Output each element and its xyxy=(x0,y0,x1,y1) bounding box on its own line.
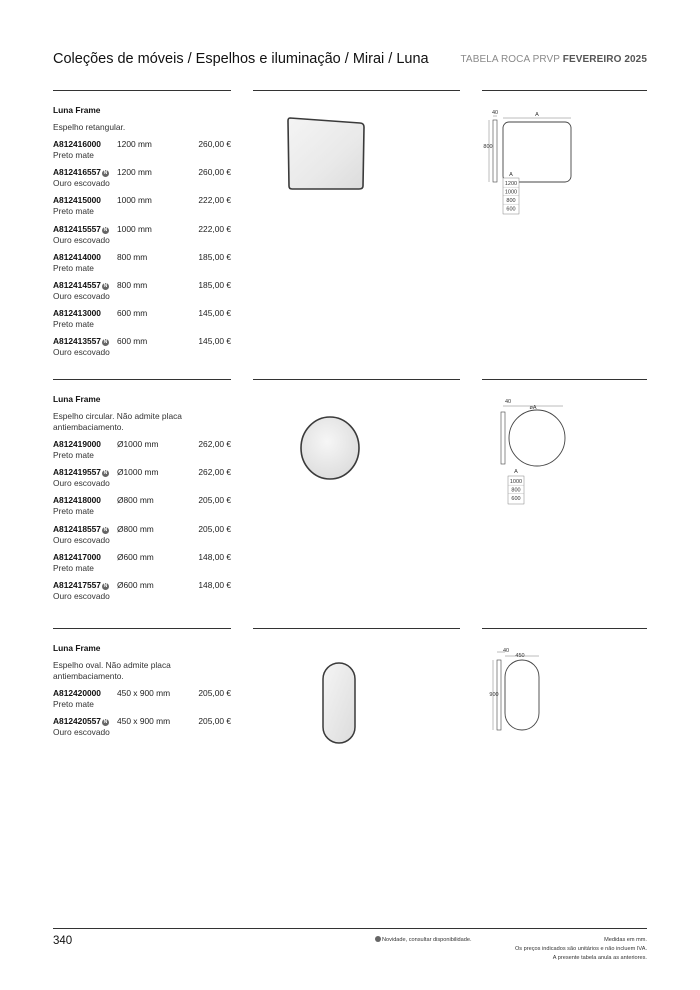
dimension-value: 1200 xyxy=(504,181,518,187)
product-size: 1200 mm xyxy=(117,167,152,178)
product-price: 262,00 € xyxy=(198,467,231,478)
product-row xyxy=(53,552,231,580)
product-finish: Preto mate xyxy=(53,562,94,573)
product-size: Ø1000 mm xyxy=(117,439,159,449)
product-finish: Ouro escovado xyxy=(53,290,110,301)
dimension-value: 600 xyxy=(506,206,516,213)
depth-label: 40 xyxy=(502,648,510,654)
new-availability-note xyxy=(375,936,472,943)
section-rectangular xyxy=(53,105,231,365)
product-finish: Preto mate xyxy=(53,699,94,709)
section-2-rule-mid xyxy=(253,379,460,380)
product-size: Ø800 mm xyxy=(117,495,154,506)
new-badge-icon: N xyxy=(103,339,108,346)
section-2-rule-left xyxy=(53,379,231,380)
product-row xyxy=(53,167,231,195)
height-label: 800 xyxy=(483,144,493,150)
product-row xyxy=(53,716,231,744)
product-code-text: A812413000 xyxy=(53,308,101,319)
product-code xyxy=(53,252,101,262)
footer-note-prices: Os preços indicados são unitários e não incluem IVA. xyxy=(514,946,647,952)
oval-technical-drawing xyxy=(485,646,555,736)
product-finish: Preto mate xyxy=(53,506,94,517)
section-description: Espelho circular. Não admite placa antiembaciamento. xyxy=(53,411,182,432)
dimension-value: 800 xyxy=(511,487,521,494)
footer-notes xyxy=(515,936,647,963)
product-size: Ø600 mm xyxy=(117,579,154,590)
product-finish: Ouro escovado xyxy=(53,347,110,358)
dimension-value: 1000 xyxy=(509,479,523,485)
product-row xyxy=(53,439,231,467)
product-code-text: A812420000 xyxy=(53,688,101,698)
section-1-rule-right xyxy=(482,90,647,91)
product-size: 600 mm xyxy=(117,308,148,319)
product-list xyxy=(53,439,231,608)
product-size: Ø600 mm xyxy=(117,551,154,562)
table-header: A xyxy=(514,469,518,475)
product-price: 145,00 € xyxy=(198,336,231,347)
section-2-rule-right xyxy=(482,379,647,380)
product-size: 800 mm xyxy=(117,251,148,262)
product-code xyxy=(53,224,109,234)
product-code xyxy=(53,336,109,346)
circular-technical-drawing xyxy=(497,398,577,508)
product-code xyxy=(53,308,101,318)
product-code-text: A812414000 xyxy=(53,251,101,262)
product-size: 1000 mm xyxy=(117,195,152,206)
product-finish: Ouro escovado xyxy=(53,178,110,189)
table-header: A xyxy=(509,172,513,178)
product-code xyxy=(53,467,109,477)
section-3-rule-left xyxy=(53,628,231,629)
product-code xyxy=(53,139,101,149)
product-finish: Ouro escovado xyxy=(53,727,110,738)
product-finish: Preto mate xyxy=(53,319,94,330)
height-label: 900 xyxy=(489,692,499,698)
product-row xyxy=(53,252,231,280)
width-label: øA xyxy=(529,405,537,411)
section-title: Luna Frame xyxy=(53,643,101,653)
oval-mirror-image xyxy=(320,661,360,745)
product-finish: Ouro escovado xyxy=(53,478,110,489)
product-code-text: A812416557 xyxy=(53,167,101,178)
product-code xyxy=(53,439,101,449)
product-price: 205,00 € xyxy=(198,523,231,534)
product-price: 222,00 € xyxy=(198,195,231,206)
product-price: 222,00 € xyxy=(198,223,231,234)
product-code-text: A812415000 xyxy=(53,195,101,206)
section-1-rule-left xyxy=(53,90,231,91)
section-3-rule-mid xyxy=(253,628,460,629)
circular-mirror-image xyxy=(298,413,364,483)
product-row xyxy=(53,524,231,552)
product-row xyxy=(53,580,231,608)
new-badge-icon: N xyxy=(103,526,108,533)
product-code-text: A812419000 xyxy=(53,439,101,449)
product-size: 1000 mm xyxy=(117,223,152,234)
price-table-label xyxy=(460,54,647,65)
product-code-text: A812414557 xyxy=(53,279,101,290)
new-badge-icon: N xyxy=(103,170,108,177)
product-finish: Preto mate xyxy=(53,450,94,460)
product-finish: Preto mate xyxy=(53,150,94,160)
product-size: Ø1000 mm xyxy=(117,467,159,478)
product-finish: Preto mate xyxy=(53,262,94,273)
section-title: Luna Frame xyxy=(53,105,101,115)
width-label: A xyxy=(535,112,539,118)
section-description: Espelho retangular. xyxy=(53,122,126,132)
product-size: 600 mm xyxy=(117,336,148,347)
product-code xyxy=(53,195,101,205)
footer-note-supersedes: A presente tabela anula as anteriores. xyxy=(552,955,647,961)
product-finish: Ouro escovado xyxy=(53,234,110,245)
product-size: 800 mm xyxy=(117,279,148,290)
product-size: 450 x 900 mm xyxy=(117,716,171,727)
product-row xyxy=(53,224,231,252)
product-code xyxy=(53,688,101,698)
new-badge-icon: N xyxy=(103,582,108,589)
product-code xyxy=(53,716,109,726)
dimension-value: 600 xyxy=(511,496,521,502)
product-code-text: A812418557 xyxy=(53,523,101,534)
new-badge-icon: N xyxy=(103,226,108,233)
product-price: 205,00 € xyxy=(198,716,231,727)
product-finish: Preto mate xyxy=(53,206,94,217)
footer-rule xyxy=(53,928,647,929)
product-code-text: A812415557 xyxy=(53,223,101,234)
product-price: 148,00 € xyxy=(198,551,231,562)
product-code-text: A812419557 xyxy=(53,467,101,478)
new-badge-icon: N xyxy=(103,719,108,726)
product-price: 205,00 € xyxy=(198,688,231,698)
product-code xyxy=(53,524,109,534)
product-row xyxy=(53,336,231,364)
product-row xyxy=(53,495,231,523)
product-price: 260,00 € xyxy=(198,139,231,149)
page-title: Coleções de móveis / Espelhos e iluminação / Mirai / Luna xyxy=(53,51,429,67)
new-badge-icon xyxy=(375,936,381,942)
product-size: Ø800 mm xyxy=(117,523,154,534)
product-row xyxy=(53,467,231,495)
width-label: 450 xyxy=(515,653,525,659)
product-list xyxy=(53,688,231,744)
product-price: 185,00 € xyxy=(198,251,231,262)
product-code xyxy=(53,580,109,590)
product-code xyxy=(53,495,101,505)
price-table-name: TABELA ROCA PRVP xyxy=(460,54,560,65)
product-code xyxy=(53,280,109,290)
product-price: 205,00 € xyxy=(198,495,231,506)
new-note-text: Novidade, consultar disponibilidade. xyxy=(382,937,472,943)
product-row xyxy=(53,280,231,308)
section-1-rule-mid xyxy=(253,90,460,91)
product-code-text: A812417000 xyxy=(53,551,101,562)
product-price: 260,00 € xyxy=(198,167,231,178)
section-description: Espelho oval. Não admite placa antiembaciamento. xyxy=(53,660,171,681)
product-size: 450 x 900 mm xyxy=(117,688,171,698)
product-code-text: A812418000 xyxy=(53,495,101,506)
section-title: Luna Frame xyxy=(53,394,101,404)
depth-label: 40 xyxy=(491,110,499,116)
product-code xyxy=(53,552,101,562)
page-number: 340 xyxy=(53,935,73,947)
new-badge-icon: N xyxy=(103,282,108,289)
product-code-text: A812413557 xyxy=(53,336,101,347)
product-finish: Ouro escovado xyxy=(53,590,110,601)
product-row xyxy=(53,139,231,167)
product-list xyxy=(53,139,231,365)
product-row xyxy=(53,308,231,336)
section-3-rule-right xyxy=(482,628,647,629)
product-code-text: A812416000 xyxy=(53,139,101,149)
product-price: 148,00 € xyxy=(198,579,231,590)
product-price: 145,00 € xyxy=(198,308,231,319)
depth-label: 40 xyxy=(504,399,512,405)
dimension-value: 1000 xyxy=(504,189,518,196)
product-finish: Ouro escovado xyxy=(53,534,110,545)
rectangular-technical-drawing xyxy=(485,108,585,218)
section-circular xyxy=(53,394,231,608)
dimension-value: 800 xyxy=(506,198,516,204)
product-code-text: A812420557 xyxy=(53,716,101,727)
product-price: 185,00 € xyxy=(198,279,231,290)
rectangular-mirror-image xyxy=(286,116,366,191)
edition-label: FEVEREIRO 2025 xyxy=(562,54,647,65)
section-oval xyxy=(53,643,231,744)
product-row xyxy=(53,195,231,223)
footer-note-measures: Medidas em mm. xyxy=(604,937,647,943)
product-size: 1200 mm xyxy=(117,139,152,149)
product-code-text: A812417557 xyxy=(53,579,101,590)
product-code xyxy=(53,167,109,177)
product-row xyxy=(53,688,231,716)
new-badge-icon: N xyxy=(103,470,108,477)
product-price: 262,00 € xyxy=(198,439,231,449)
